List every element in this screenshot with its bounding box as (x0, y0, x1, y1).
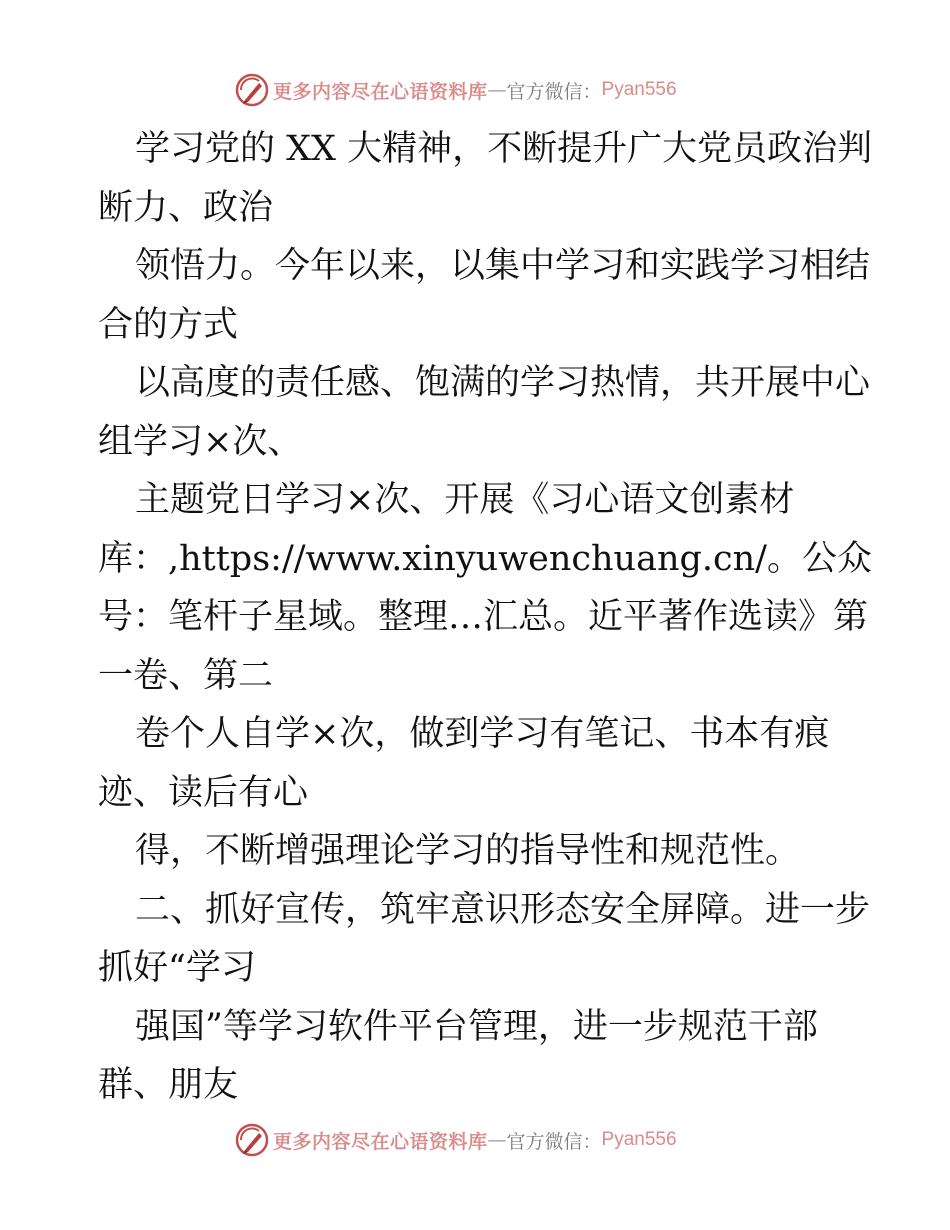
text-line: 号：笔杆子星域。整理…汇总。近平著作选读》第 (98, 597, 869, 637)
wechat-id: Pyan556 (601, 79, 677, 100)
text-line: 合的方式 (98, 304, 239, 345)
text-line: 得，不断增强理论学习的指导性和规范性。 (135, 831, 801, 871)
banner-dash: — (487, 1129, 507, 1151)
text-line: 一卷、第二 (98, 655, 274, 696)
wechat-id: Pyan556 (601, 1129, 677, 1150)
text-line: 强国”等学习软件平台管理，进一步规范干部 (135, 1006, 818, 1047)
wechat-label: 官方微信： (506, 80, 602, 103)
body-text (98, 120, 873, 1115)
footer-banner (235, 1122, 677, 1158)
text-line: 迹、读后有心 (98, 772, 309, 813)
text-line: 抓好“学习 (98, 948, 256, 988)
text-line: 组学习×次、 (98, 421, 303, 462)
text-line: 以高度的责任感、饱满的学习热情，共开展中心 (135, 363, 871, 403)
text-line: 卷个人自学×次，做到学习有笔记、书本有痕 (135, 714, 830, 754)
text-line: 群、朋友 (98, 1065, 239, 1105)
text-line: 学习党的 XX 大精神，不断提升广大党员政治判 (135, 129, 873, 169)
pen-circle-logo-icon (235, 73, 269, 107)
text-line: 断力、政治 (98, 187, 274, 228)
site-name-text: 更多内容尽在心语资料库 (273, 80, 488, 103)
text-line: 库：,https://www.xinyuwenchuang.cn/。公众 (98, 538, 872, 579)
text-line: 二、抓好宣传，筑牢意识形态安全屏障。进一步 (135, 889, 871, 930)
banner-dash: — (487, 79, 507, 101)
text-line: 主题党日学习×次、开展《习心语文创素材 (135, 480, 795, 520)
wechat-label: 官方微信： (506, 1130, 602, 1153)
text-line: 领悟力。今年以来，以集中学习和实践学习相结 (135, 246, 871, 286)
pen-circle-logo-icon (235, 1123, 269, 1157)
header-banner (235, 72, 677, 108)
site-name-text: 更多内容尽在心语资料库 (273, 1130, 488, 1153)
